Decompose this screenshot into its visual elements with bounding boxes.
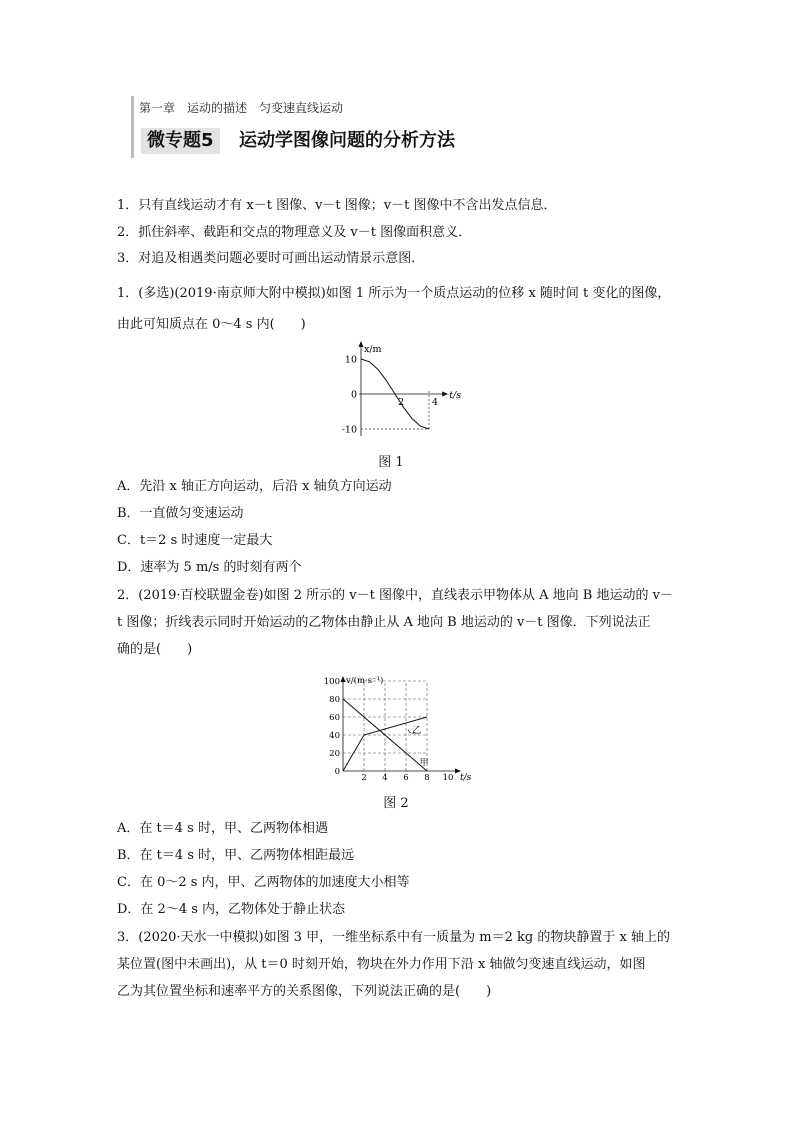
x-axis-label: t/s	[449, 390, 462, 401]
q2-option-d: D．在 2～4 s 内，乙物体处于静止状态	[117, 902, 346, 917]
y-tick-label: 20	[329, 749, 340, 759]
x-tick-label: 4	[382, 773, 388, 783]
section-title-row	[141, 128, 701, 154]
y-tick-label: 0	[350, 389, 357, 401]
q1-option-a: A．先沿 x 轴正方向运动，后沿 x 轴负方向运动	[117, 479, 392, 494]
y-axis-label: x/m	[364, 344, 382, 355]
header-bar	[131, 96, 134, 158]
x-tick-label: 8	[424, 773, 430, 783]
tip-3: 3．对追及相遇类问题必要时可画出运动情景示意图．	[117, 251, 425, 266]
topic-badge: 微专题5	[141, 128, 220, 154]
figure-2-chart	[318, 673, 478, 785]
q2-stem-line2: t 图像；折线表示同时开始运动的乙物体由静止从 A 地向 B 地运动的 v－t 图像．下列说法正	[117, 615, 651, 630]
series-jia-label: 甲	[419, 758, 429, 769]
figure-2-caption: 图 2	[383, 796, 409, 811]
figure-1-caption: 图 1	[378, 455, 404, 470]
figure-1-chart	[325, 338, 465, 438]
x-tick-label: 2	[361, 773, 367, 783]
q3-stem-line2: 某位置(图中未画出)，从 t＝0 时刻开始，物块在外力作用下沿 x 轴做匀变速直线运动，如图	[117, 957, 646, 972]
q2-stem-line1: 2．(2019·百校联盟金卷)如图 2 所示的 v－t 图像中，直线表示甲物体从 A 地向 B 地运动的 v－	[117, 588, 673, 603]
y-axis-arrow	[359, 341, 364, 347]
q1-option-d: D．速率为 5 m/s 的时刻有两个	[117, 560, 302, 575]
y-tick-label: 40	[329, 731, 340, 741]
q3-stem-line1: 3．(2020·天水一中模拟)如图 3 甲，一维坐标系中有一质量为 m＝2 kg 的物块静置于 x 轴上的	[117, 930, 670, 945]
tip-1: 1．只有直线运动才有 x－t 图像、v－t 图像；v－t 图像中不含出发点信息．	[117, 198, 557, 213]
q1-stem-line1: 1．(多选)(2019·南京师大附中模拟)如图 1 所示为一个质点运动的位移 x 随时间 t 变化的图像，	[117, 286, 671, 301]
x-tick-label: 10	[442, 773, 454, 783]
q2-option-b: B．在 t＝4 s 时，甲、乙两物体相距最远	[117, 848, 355, 863]
x-tick-label: 4	[432, 397, 439, 408]
q1-option-b: B．一直做匀变速运动	[117, 506, 244, 521]
tip-2: 2．抓住斜率、截距和交点的物理意义及 v－t 图像面积意义．	[117, 225, 472, 240]
x-axis-label: t/s	[460, 773, 472, 783]
q1-stem-line2: 由此可知质点在 0～4 s 内( )	[117, 317, 306, 332]
y-tick-label: 0	[334, 767, 340, 777]
chapter-title: 第一章 运动的描述 匀变速直线运动	[139, 101, 344, 115]
q2-option-a: A．在 t＝4 s 时，甲、乙两物体相遇	[117, 821, 328, 836]
x-axis-arrow	[442, 392, 448, 397]
y-tick-label: 10	[344, 354, 357, 366]
x-tick-label: 2	[398, 397, 405, 408]
y-tick-label: -10	[341, 424, 357, 436]
q2-option-c: C．在 0～2 s 内，甲、乙两物体的加速度大小相等	[117, 875, 410, 890]
y-tick-label: 60	[329, 713, 340, 723]
q2-stem-line3: 确的是( )	[117, 642, 193, 657]
series-yi-label: 乙	[412, 726, 422, 737]
x-tick-label: 6	[403, 773, 409, 783]
q3-stem-line3: 乙为其位置坐标和速率平方的关系图像，下列说法正确的是( )	[117, 984, 492, 999]
y-axis-label: v/(m·s⁻¹)	[346, 676, 384, 686]
y-tick-label: 80	[329, 695, 340, 705]
q1-option-c: C．t＝2 s 时速度一定最大	[117, 533, 273, 548]
y-axis-arrow	[341, 676, 346, 682]
y-tick-label: 100	[323, 677, 340, 687]
section-title: 运动学图像问题的分析方法	[239, 130, 455, 151]
